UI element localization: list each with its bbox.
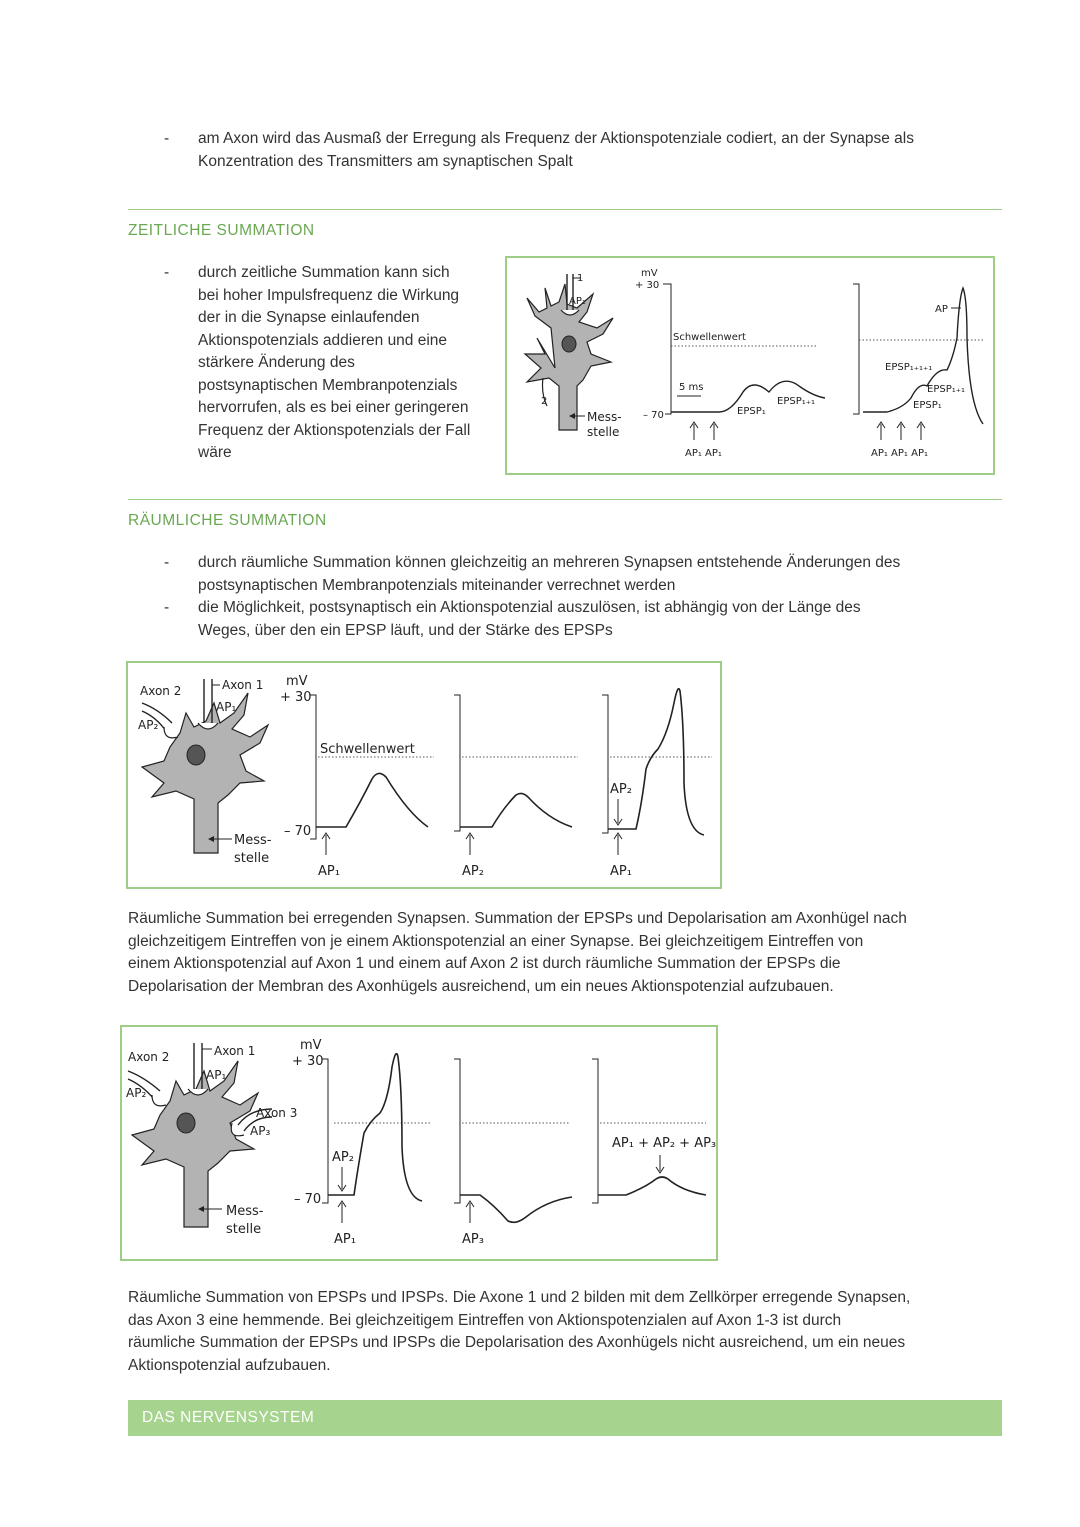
intro-line: am Axon wird das Ausmaß der Erregung als Frequenz der Aktionspotenziale codiert, an der Synapse als	[198, 130, 914, 147]
caption-line: räumliche Summation der EPSPs und IPSPs die Depolarisation des Axonhügels nicht ausreichend, um ein neues	[128, 1334, 906, 1351]
zeitlich-text	[198, 262, 498, 465]
ap-label-trace: AP	[935, 304, 948, 315]
raeumlich-line: durch räumliche Summation können gleichzeitig an mehreren Synapsen entstehende Änderungen des	[198, 554, 901, 571]
trace-zeitlich-high	[853, 284, 985, 459]
epsp1-label-trace: EPSP₁	[913, 400, 942, 411]
mess-label: Mess-	[234, 833, 272, 848]
heading-raeumliche-summation: RÄUMLICHE SUMMATION	[128, 512, 327, 529]
raeumlich-bullet: -	[164, 599, 170, 616]
caption-epsp	[128, 908, 958, 998]
section-divider	[128, 499, 1002, 500]
axon3-label: Axon 3	[256, 1106, 298, 1120]
trace-ap1-only	[280, 674, 434, 879]
raeumlich-line: die Möglichkeit, postsynaptisch ein Aktionspotenzial auszulösen, ist abhängig von der Länge des	[198, 599, 861, 616]
mess-label: Mess-	[587, 410, 622, 424]
axon2-label: Axon 2	[128, 1050, 170, 1064]
caption-line: Räumliche Summation bei erregenden Synapsen. Summation der EPSPs und Depolarisation am Axonhügel nach	[128, 910, 907, 927]
schwellenwert-label: Schwellenwert	[673, 332, 746, 343]
heading-zeitliche-summation: ZEITLICHE SUMMATION	[128, 222, 315, 239]
raeumlich-line: postsynaptischen Membranpotenzials miteinander verrechnet werden	[198, 576, 676, 594]
ap1-label: AP₁	[216, 700, 237, 714]
caption-line: einem Aktionspotenzial auf Axon 1 und einem auf Axon 2 ist durch räumliche Summation der EPSPs die	[128, 955, 841, 972]
zeitlich-bullet: -	[164, 264, 170, 281]
section-divider	[128, 209, 1002, 210]
intro-bullet: -	[164, 130, 170, 147]
caption-line: gleichzeitigem Eintreffen von je einem Aktionspotenzial an einer Synapse. Bei gleichzeitigem Eintreffen von	[128, 932, 864, 950]
plus30-label: + 30	[292, 1054, 324, 1069]
figure-raeumliche-summation-epsp	[126, 661, 722, 889]
ap2-label: AP₂	[126, 1086, 147, 1100]
intro-line: Konzentration des Transmitters am synaptischen Spalt	[198, 152, 573, 170]
zeitlich-line: Frequenz der Aktionspotenzials der Fall	[198, 421, 471, 439]
ap2-label: AP₂	[138, 718, 159, 732]
ap-pair-label: AP₁ AP₁	[685, 448, 722, 459]
axon1-label: Axon 1	[222, 678, 264, 692]
trace-ap1-ap2-ap3	[592, 1059, 716, 1203]
schwellenwert-label: Schwellenwert	[320, 742, 415, 757]
zeitlich-line: stärkere Änderung des	[198, 354, 355, 371]
caption-line: Depolarisation der Membran des Axonhügels ausreichend, um ein neues Aktionspotenzial aufzubauen.	[128, 977, 834, 995]
minus70-label: – 70	[284, 824, 312, 839]
raeumlich-bullet: -	[164, 554, 170, 571]
zeitlich-line: postsynaptischen Membranpotenzials	[198, 376, 458, 394]
neuron-diagram	[126, 1043, 297, 1237]
minus70-label: – 70	[294, 1192, 322, 1207]
mv-label: mV	[286, 674, 308, 689]
axon-number-label: 1	[577, 273, 584, 284]
zeitlich-line: bei hoher Impulsfrequenz die Wirkung	[198, 286, 460, 304]
ap3-label: AP₃	[250, 1124, 271, 1138]
epsp11-label-trace: EPSP₁₊₁	[927, 384, 966, 395]
caption-line: Aktionspotenzial aufzubauen.	[128, 1356, 331, 1374]
stelle-label: stelle	[234, 851, 270, 866]
axon2-label: Axon 2	[140, 684, 182, 698]
neuron-diagram	[138, 678, 272, 866]
zeitlich-line: hervorrufen, als es bei einer geringeren	[198, 399, 469, 416]
zeitlich-line: Aktionspotenzials addieren und eine	[198, 331, 448, 349]
trace-ap3-only	[454, 1059, 572, 1247]
mv-label: mV	[300, 1038, 322, 1053]
ap2-top-label: AP₂	[610, 782, 632, 797]
plus30-label: + 30	[280, 690, 312, 705]
ap-triple-label: AP₁ AP₁ AP₁	[871, 448, 928, 459]
minus70-label: – 70	[643, 410, 664, 421]
epsp111-label: EPSP₁₊₁₊₁	[885, 362, 933, 373]
axon1-label: Axon 1	[214, 1044, 256, 1058]
branch-number-label: 2	[541, 396, 548, 407]
caption-line: Räumliche Summation von EPSPs und IPSPs. Die Axone 1 und 2 bilden mit dem Zellkörper erregende Synapsen,	[128, 1289, 911, 1306]
stelle-label: stelle	[226, 1222, 262, 1237]
trace-label: AP₃	[462, 1232, 484, 1247]
sum-label: AP₁ + AP₂ + AP₃	[612, 1136, 716, 1151]
raeumlich-text-2	[198, 597, 861, 642]
neuron-diagram	[525, 273, 622, 439]
five-ms-label: 5 ms	[679, 382, 704, 393]
figure-zeitliche-summation	[505, 256, 995, 475]
caption-ipsp	[128, 1287, 958, 1377]
zeitlich-line: durch zeitliche Summation kann sich	[198, 264, 450, 281]
raeumlich-text-1	[198, 552, 900, 597]
zeitlich-line: der in die Synapse einlaufenden	[198, 309, 420, 326]
trace-ap1-ap2	[602, 689, 712, 879]
figure-raeumliche-summation-ipsp	[120, 1025, 718, 1261]
plus30-label: + 30	[635, 280, 660, 291]
footer-banner: DAS NERVENSYSTEM	[128, 1400, 1002, 1436]
trace-label: AP₁	[318, 864, 340, 879]
ap2-top-label: AP₂	[332, 1150, 354, 1165]
epsp11-label: EPSP₁₊₁	[777, 396, 816, 407]
trace-zeitlich-low	[635, 268, 825, 459]
trace-label: AP₁	[334, 1232, 356, 1247]
trace-ap2-only	[454, 695, 578, 879]
epsp1-label: EPSP₁	[737, 406, 766, 417]
ap-label: AP₁	[569, 296, 586, 307]
intro-text	[198, 128, 914, 173]
mv-label: mV	[641, 268, 658, 279]
mess-label: Mess-	[226, 1204, 264, 1219]
raeumlich-line: Weges, über den ein EPSP läuft, und der Stärke des EPSPs	[198, 621, 613, 639]
zeitlich-line: wäre	[198, 444, 232, 461]
ap1-label: AP₁	[206, 1068, 227, 1082]
trace-label: AP₁	[610, 864, 632, 879]
stelle-label: stelle	[587, 425, 620, 439]
trace-label: AP₂	[462, 864, 484, 879]
trace-ap1-ap2	[292, 1038, 432, 1247]
caption-line: das Axon 3 eine hemmende. Bei gleichzeitigem Eintreffen von Aktionspotenzialen auf Axon 1-3 ist durch	[128, 1311, 842, 1329]
